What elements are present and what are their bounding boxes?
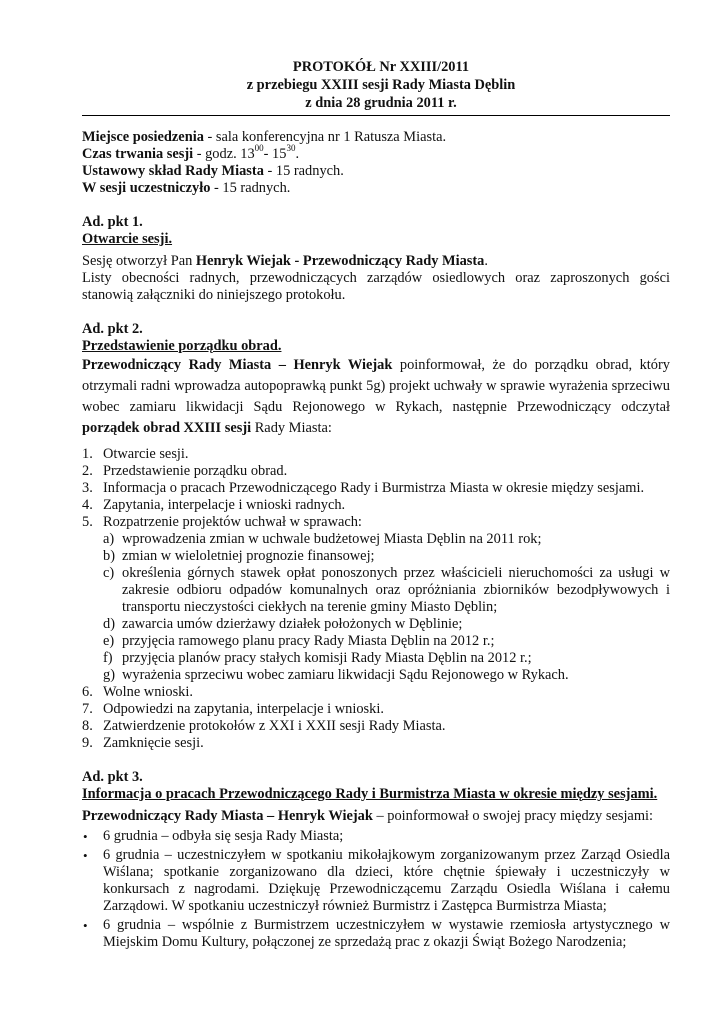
meta-composition xyxy=(82,163,670,180)
bullet-icon: • xyxy=(83,848,88,863)
agenda-item-number: 1. xyxy=(82,446,93,462)
agenda-list xyxy=(82,446,670,752)
agenda-subitem xyxy=(103,633,670,650)
section-1-heading: Ad. pkt 1. xyxy=(82,214,143,230)
document-page xyxy=(82,58,670,953)
section-2-text-1: poinformował, że do porządku obrad, który otrzymali radni wprowadza autopoprawką punkt 5g) projekt uchwały w sprawie wyrażenia sprzeciwu wobec zamiaru likwidacji Sądu Rejonowego w Rykach, następnie Przewodniczący odczytał xyxy=(82,357,670,415)
agenda-subitem-letter: f) xyxy=(103,650,113,666)
section-1-attendance-paragraph: Listy obecności radnych, przewodniczących zarządów osiedlowych oraz zaproszonych gości stanowią załączniki do niniejszego protokołu. xyxy=(82,270,670,303)
section-1-opening-suffix: . xyxy=(484,253,488,269)
meta-time-mid: - 15 xyxy=(263,146,287,162)
meta-place-label: Miejsce posiedzenia xyxy=(82,129,204,145)
meta-time-suffix: . xyxy=(295,146,300,162)
document-title xyxy=(82,58,670,112)
agenda-subitem-text: wyrażenia sprzeciwu wobec zamiaru likwidacji Sądu Rejonowego w Rykach. xyxy=(122,667,569,683)
agenda-subitem-text: wprowadzenia zmian w uchwale budżetowej Miasta Dęblin na 2011 rok; xyxy=(122,531,542,547)
agenda-subitems xyxy=(103,531,670,684)
agenda-subitem-letter: g) xyxy=(103,667,115,683)
activity-item-text: 6 grudnia – uczestniczyłem w spotkaniu mikołajkowym zorganizowanym przez Zarząd Osiedla Wiślana; spotkanie zorganizowano dla dzieci, które chętnie śpiewały i uczestniczyły w konkursach z nagrodami. Dziękuję Przewodniczącemu Zarządu Osiedla Wiślana i całemu Zarządowi. W spotkaniu uczestniczył również Burmistrz i Zastępca Burmistrza Miasta; xyxy=(103,847,670,914)
section-2 xyxy=(82,321,670,752)
agenda-subitem-text: zawarcia umów dzierżawy działek położonych w Dęblinie; xyxy=(122,616,463,632)
section-3-intro-text: – poinformował o swojej pracy między sesjami: xyxy=(372,808,654,824)
section-2-paragraph xyxy=(82,355,670,439)
agenda-subitem-text: przyjęcia planów pracy stałych komisji Rady Miasta Dęblin na 2012 r.; xyxy=(122,650,532,666)
agenda-item xyxy=(82,446,670,463)
meta-composition-label: Ustawowy skład Rady Miasta xyxy=(82,163,264,179)
agenda-item-text: Zatwierdzenie protokołów z XXI i XXII sesji Rady Miasta. xyxy=(103,718,446,734)
meta-attendance-label: W sesji uczestniczyło xyxy=(82,180,211,196)
agenda-subitem-letter: a) xyxy=(103,531,115,547)
section-2-heading: Ad. pkt 2. xyxy=(82,321,143,337)
section-1 xyxy=(82,214,670,304)
agenda-subitem xyxy=(103,531,670,548)
section-3-chairman: Przewodniczący Rady Miasta – Henryk Wiejak xyxy=(82,808,373,824)
agenda-item-number: 7. xyxy=(82,701,93,717)
title-protocol-number: PROTOKÓŁ Nr XXIII/2011 xyxy=(292,59,470,75)
title-divider xyxy=(82,115,670,116)
activity-list xyxy=(82,828,670,951)
agenda-item-number: 5. xyxy=(82,514,93,530)
agenda-subitem-letter: d) xyxy=(103,616,115,632)
section-3-subheading: Informacja o pracach Przewodniczącego Rady i Burmistrza Miasta w okresie między sesjami. xyxy=(82,786,658,802)
section-2-chairman: Przewodniczący Rady Miasta – Henryk Wiejak xyxy=(82,357,393,373)
agenda-item-text: Zamknięcie sesji. xyxy=(103,735,204,751)
agenda-item-text: Rozpatrzenie projektów uchwał w sprawach: xyxy=(103,514,362,530)
agenda-subitem xyxy=(103,565,670,616)
agenda-item-text: Zapytania, interpelacje i wnioski radnych. xyxy=(103,497,346,513)
agenda-item-text: Otwarcie sesji. xyxy=(103,446,189,462)
agenda-subitem xyxy=(103,650,670,667)
agenda-subitem xyxy=(103,548,670,565)
agenda-subitem xyxy=(103,667,670,684)
title-session: z przebiegu XXIII sesji Rady Miasta Dęblin xyxy=(246,77,516,93)
section-1-opening-prefix: Sesję otworzył Pan xyxy=(82,253,196,269)
activity-item xyxy=(82,828,670,845)
agenda-item-number: 9. xyxy=(82,735,93,751)
agenda-item xyxy=(82,701,670,718)
agenda-item-text: Przedstawienie porządku obrad. xyxy=(103,463,288,479)
agenda-item-text: Odpowiedzi na zapytania, interpelacje i wnioski. xyxy=(103,701,384,717)
agenda-item-text: Wolne wnioski. xyxy=(103,684,193,700)
section-2-agenda-label: porządek obrad XXIII sesji xyxy=(82,420,252,436)
section-2-subheading: Przedstawienie porządku obrad. xyxy=(82,338,282,354)
meta-attendance-value: - 15 radnych. xyxy=(210,180,291,196)
meta-place-value: - sala konferencyjna nr 1 Ratusza Miasta. xyxy=(203,129,447,145)
agenda-item xyxy=(82,718,670,735)
activity-item-text: 6 grudnia – wspólnie z Burmistrzem uczestniczyłem w wystawie rzemiosła artystycznego w Miejskim Domu Kultury, połączonej ze sprzedażą prac z okazji Świąt Bożego Narodzenia; xyxy=(103,917,670,950)
agenda-item xyxy=(82,514,670,684)
section-3 xyxy=(82,769,670,951)
meta-time-end-minutes: 30 xyxy=(286,143,296,154)
activity-item-text: 6 grudnia – odbyła się sesja Rady Miasta; xyxy=(103,828,344,844)
agenda-subitem xyxy=(103,616,670,633)
section-2-text-2: Rady Miasta: xyxy=(251,420,332,436)
agenda-item-number: 2. xyxy=(82,463,93,479)
agenda-item-number: 4. xyxy=(82,497,93,513)
meta-attendance xyxy=(82,180,670,197)
agenda-subitem-letter: b) xyxy=(103,548,115,564)
meta-time xyxy=(82,143,670,163)
session-meta xyxy=(82,129,670,197)
agenda-subitem-letter: c) xyxy=(103,565,115,581)
section-1-chairman: Henryk Wiejak - Przewodniczący Rady Miasta xyxy=(195,253,485,269)
agenda-item xyxy=(82,684,670,701)
section-1-subheading: Otwarcie sesji. xyxy=(82,231,173,247)
agenda-subitem-letter: e) xyxy=(103,633,115,649)
bullet-icon: • xyxy=(83,918,88,933)
meta-composition-value: - 15 radnych. xyxy=(263,163,344,179)
section-1-opening-paragraph xyxy=(82,253,670,270)
section-3-intro xyxy=(82,808,670,825)
agenda-item-text: Informacja o pracach Przewodniczącego Rady i Burmistrza Miasta w okresie między sesjami. xyxy=(103,480,645,496)
meta-place xyxy=(82,129,670,146)
meta-time-start-minutes: 00 xyxy=(254,143,264,154)
agenda-item xyxy=(82,497,670,514)
title-date: z dnia 28 grudnia 2011 r. xyxy=(305,95,457,111)
bullet-icon: • xyxy=(83,829,88,844)
meta-time-label: Czas trwania sesji xyxy=(82,146,194,162)
agenda-item xyxy=(82,735,670,752)
agenda-subitem-text: zmian w wieloletniej prognozie finansowej; xyxy=(122,548,375,564)
agenda-item-number: 3. xyxy=(82,480,93,496)
agenda-subitem-text: określenia górnych stawek opłat ponoszonych przez właścicieli nieruchomości za usługi w zakresie odbioru odpadów komunalnych oraz opróżniania zbiorników bezodpływowych i transportu nieczystości ciekłych na terenie gminy Miasto Dęblin; xyxy=(122,565,670,615)
activity-item xyxy=(82,847,670,915)
section-3-heading: Ad. pkt 3. xyxy=(82,769,143,785)
agenda-subitem-text: przyjęcia ramowego planu pracy Rady Miasta Dęblin na 2012 r.; xyxy=(122,633,495,649)
agenda-item xyxy=(82,480,670,497)
activity-item xyxy=(82,917,670,951)
agenda-item-number: 6. xyxy=(82,684,93,700)
agenda-item xyxy=(82,463,670,480)
meta-time-prefix: - godz. 13 xyxy=(193,146,255,162)
agenda-item-number: 8. xyxy=(82,718,93,734)
